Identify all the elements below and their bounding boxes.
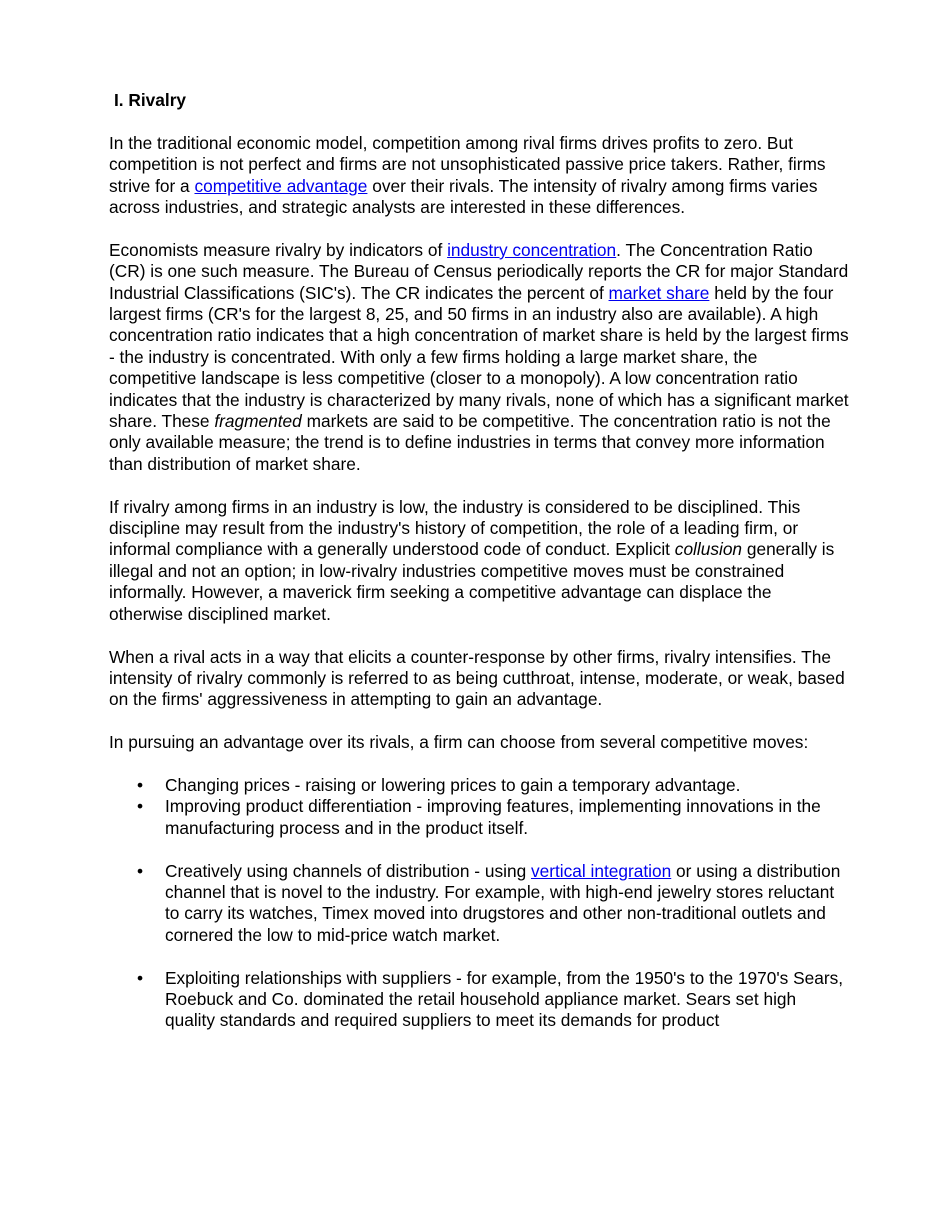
paragraph-discipline: If rivalry among firms in an industry is low, the industry is considered to be disciplined. This discipline may result from the industry's history of competition, the role of a leading firm, or informal compliance with a generally understood code of conduct. Explicit collusion generally is illegal and not an option; in low-rivalry industries competitive moves must be constrained informally. However, a maverick firm seeking a competitive advantage can displace the otherwise disciplined market.: [109, 496, 835, 624]
list-item-suppliers: • Exploiting relationships with suppliers - for example, from the 1950's to the 1970's Sears, Roebuck and Co. dominated the retail household appliance market. Sears set high quality standards and required suppliers to meet its demands for product: [137, 967, 844, 1031]
paragraph-intro: In the traditional economic model, competition among rival firms drives profits to zero. But competition is not perfect and firms are not unsophisticated passive price takers. Rather, firms strive for a competitive advantage over their rivals. The intensity of rivalry among firms varies across industries, and strategic analysts are interested in these differences.: [109, 132, 826, 218]
bullet-icon: •: [137, 796, 144, 817]
paragraph-concentration: Economists measure rivalry by indicators of industry concentration. The Concentration Ratio (CR) is one such measure. The Bureau of Census periodically reports the CR for major Standard Industrial Classifications (SIC's). The CR indicates the percent of market share held by the four largest firms (CR's for the largest 8, 25, and 50 firms in an industry also are available). A high concentration ratio indicates that a high concentration of market share is held by the largest firms - the industry is concentrated. With only a few firms holding a large market share, the competitive landscape is less competitive (closer to a monopoly). A low concentration ratio indicates that the industry is characterized by many rivals, none of which has a significant market share. These fragmented markets are said to be competitive. The concentration ratio is not the only available measure; the trend is to define industries in terms that convey more information than distribution of market share.: [109, 239, 849, 474]
vertical-integration-link[interactable]: vertical integration: [530, 860, 672, 881]
list-item-distribution: • Creatively using channels of distribution - using vertical integration or using a distribution channel that is novel to the industry. For example, with high-end jewelry stores reluctant to carry its watches, Timex moved into drugstores and other non-traditional outlets and cornered the low to mid-price watch market.: [137, 860, 841, 945]
industry-concentration-link[interactable]: industry concentration: [447, 239, 617, 260]
emphasis-fragmented: fragmented: [214, 411, 302, 432]
document-body: [109, 90, 849, 1032]
bullet-icon: •: [137, 860, 144, 881]
paragraph-intensity: When a rival acts in a way that elicits a counter-response by other firms, rivalry intensifies. The intensity of rivalry commonly is referred to as being cutthroat, intense, moderate, or weak, based on the firms' aggressiveness in attempting to gain an advantage.: [109, 646, 845, 710]
list-item-prices: • Changing prices - raising or lowering prices to gain a temporary advantage.: [137, 774, 741, 795]
competitive-moves-list-2: [109, 861, 849, 947]
section-heading: I. Rivalry: [114, 90, 187, 110]
competitive-moves-list: [109, 775, 849, 839]
bullet-icon: •: [137, 967, 144, 988]
market-share-link[interactable]: market share: [608, 282, 710, 303]
paragraph-moves-intro: In pursuing an advantage over its rivals, a firm can choose from several competitive moves:: [109, 732, 809, 753]
emphasis-collusion: collusion: [674, 539, 743, 560]
list-item-differentiation: • Improving product differentiation - improving features, implementing innovations in the manufacturing process and in the product itself.: [137, 796, 821, 838]
bullet-icon: •: [137, 774, 144, 795]
competitive-moves-list-3: [109, 968, 849, 1032]
competitive-advantage-link[interactable]: competitive advantage: [194, 175, 368, 196]
